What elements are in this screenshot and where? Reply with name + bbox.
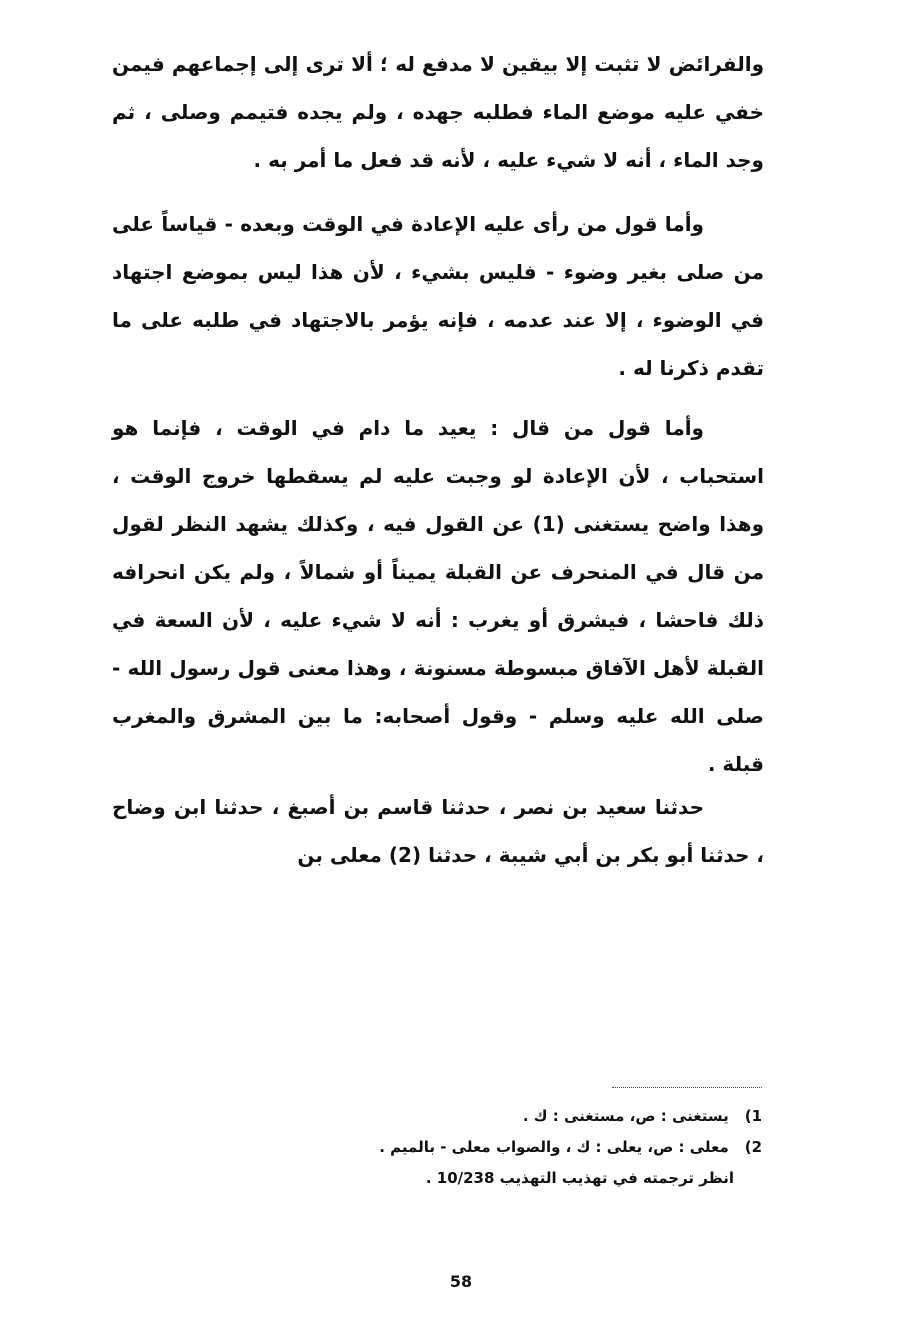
footnotes [230,1101,762,1194]
paragraph-text: حدثنا سعيد بن نصر ، حدثنا قاسم بن أصبغ ، حدثنا ابن وضاح ، حدثنا أبو بكر بن أبي شيبة ، حدثنا (2) معلى بن [112,795,764,867]
footnote-text: انظر ترجمته في تهذيب التهذيب 10/238 . [425,1169,734,1187]
page-number: 58 [449,1272,473,1291]
footnote-number: 1) [744,1107,762,1125]
footnote-text: معلى : ص، يعلى : ك ، والصواب معلى - بالميم . [379,1138,729,1156]
footnote-2 [230,1132,762,1163]
paragraph-text: والفرائض لا تثبت إلا بيقين لا مدفع له ؛ ألا ترى إلى إجماعهم فيمن خفي عليه موضع الماء فطلبه جهده ، ولم يجده فتيمم وصلى ، ثم وجد الماء ، أنه لا شيء عليه ، لأنه قد فعل ما أمر به . [112,52,764,172]
paragraph-text: وأما قول من رأى عليه الإعادة في الوقت وبعده - قياساً على من صلى بغير وضوء - فليس بشيء ، لأن هذا ليس بموضع اجتهاد في الوضوء ، إلا عند عدمه ، فإنه يؤمر بالاجتهاد في طلبه على ما تقدم ذكرنا له . [112,212,764,380]
footnote-text: يستغنى : ص، مستغنى : ك . [522,1107,729,1125]
footnote-1 [230,1101,762,1132]
body-paragraph-3 [112,404,764,788]
footnote-2-continuation [230,1163,762,1194]
body-paragraph-1 [112,40,764,184]
body-paragraph-2 [112,200,764,392]
body-paragraph-4 [112,783,764,879]
footnote-number: 2) [744,1138,762,1156]
paragraph-text: وأما قول من قال : يعيد ما دام في الوقت ، فإنما هو استحباب ، لأن الإعادة لو وجبت عليه لم يسقطها خروج الوقت ، وهذا واضح يستغنى (1) عن القول فيه ، وكذلك يشهد النظر لقول من قال في المنحرف عن القبلة يميناً أو شمالاً ، ولم يكن انحرافه ذلك فاحشا ، فيشرق أو يغرب : أنه لا شيء عليه ، لأن السعة في القبلة لأهل الآفاق مبسوطة مسنونة ، وهذا معنى قول رسول الله - صلى الله عليه وسلم - وقول أصحابه: ما بين المشرق والمغرب قبلة . [112,416,764,776]
footnote-divider [612,1087,762,1088]
